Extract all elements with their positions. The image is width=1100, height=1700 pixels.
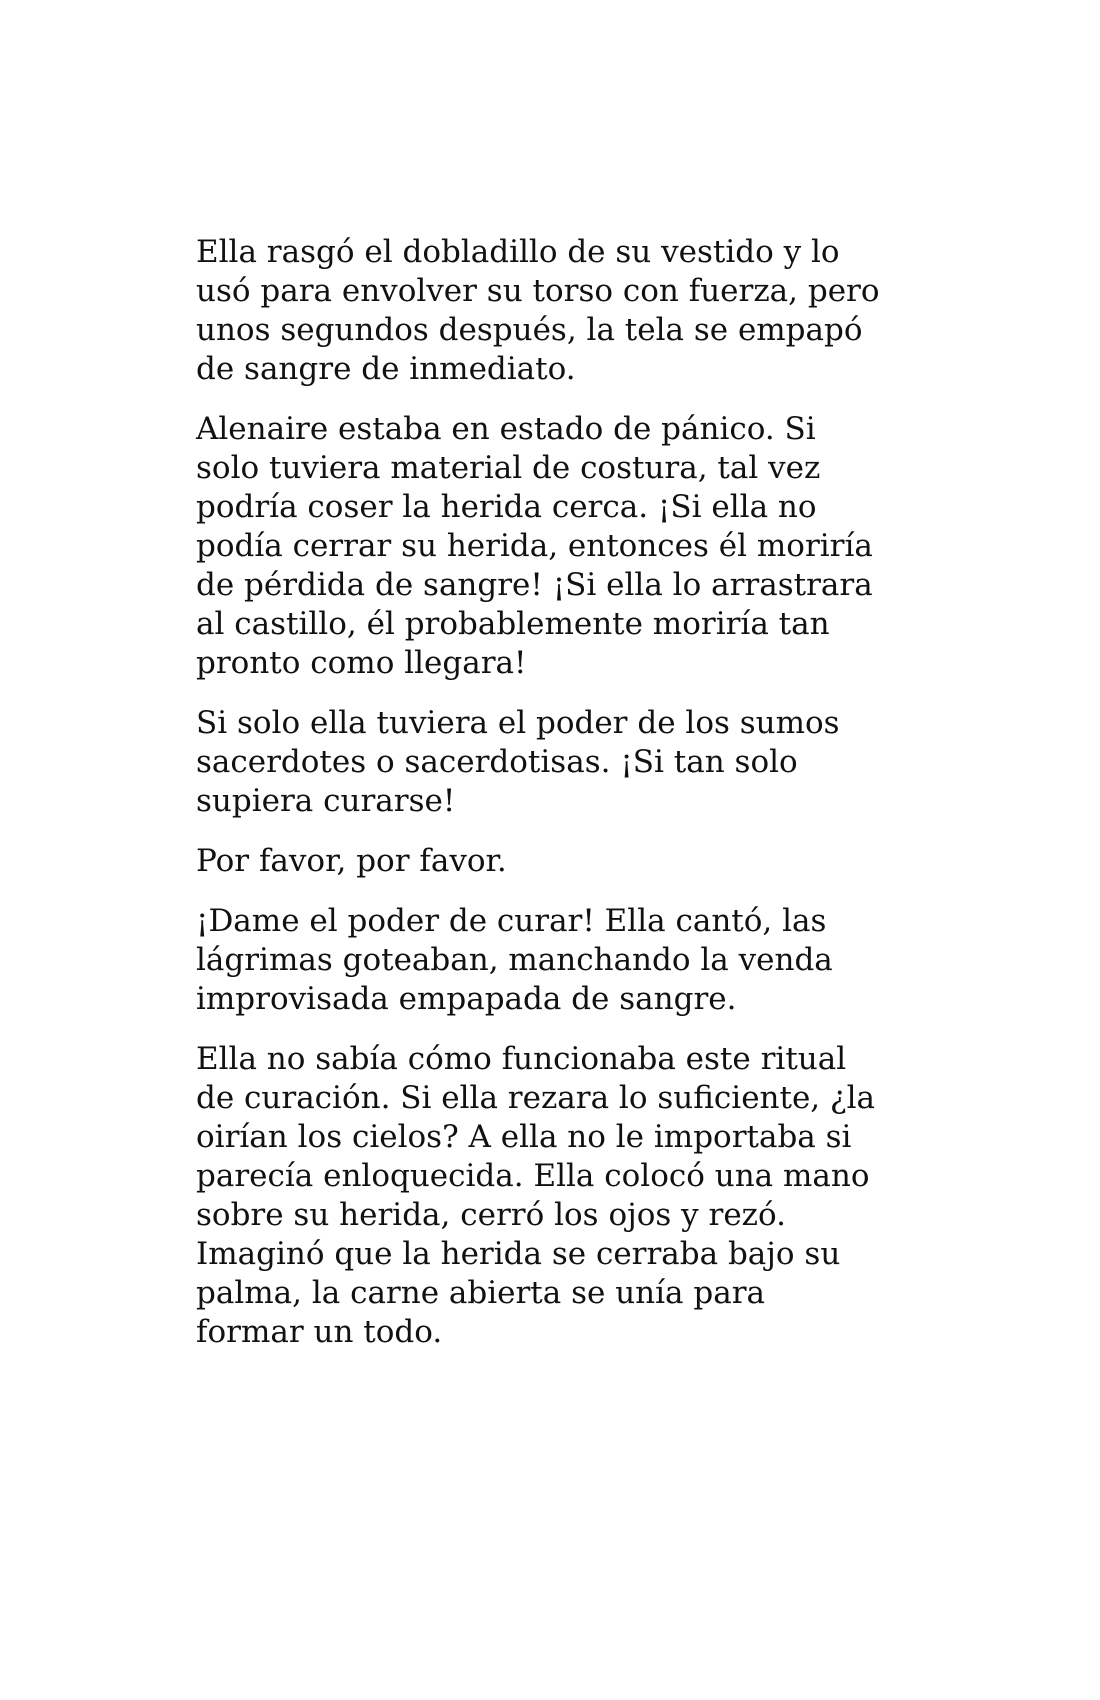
paragraph-4 xyxy=(196,842,916,881)
text-line: oirían los cielos? A ella no le importaba si xyxy=(196,1119,852,1155)
text-line: ¡Dame el poder de curar! Ella cantó, las xyxy=(196,903,827,939)
text-line: de curación. Si ella rezara lo suficiente, ¿la xyxy=(196,1080,876,1116)
body-text xyxy=(196,233,916,1373)
text-line: improvisada empapada de sangre. xyxy=(196,981,737,1017)
text-line: lágrimas goteaban, manchando la venda xyxy=(196,942,833,978)
text-line: Alenaire estaba en estado de pánico. Si xyxy=(196,411,816,447)
paragraph-5 xyxy=(196,902,916,1019)
paragraph-2 xyxy=(196,410,916,683)
text-line: Si solo ella tuviera el poder de los sumos xyxy=(196,705,840,741)
text-line: de sangre de inmediato. xyxy=(196,351,576,387)
paragraph-3 xyxy=(196,704,916,821)
text-line: unos segundos después, la tela se empapó xyxy=(196,312,863,348)
text-line: Imaginó que la herida se cerraba bajo su xyxy=(196,1236,841,1272)
text-line: parecía enloquecida. Ella colocó una mano xyxy=(196,1158,870,1194)
text-line: de pérdida de sangre! ¡Si ella lo arrastrara xyxy=(196,567,873,603)
text-line: Por favor, por favor. xyxy=(196,843,507,879)
text-line: Ella rasgó el dobladillo de su vestido y lo xyxy=(196,234,840,270)
text-line: sacerdotes o sacerdotisas. ¡Si tan solo xyxy=(196,744,798,780)
text-line: podría coser la herida cerca. ¡Si ella no xyxy=(196,489,817,525)
text-line: palma, la carne abierta se unía para xyxy=(196,1275,766,1311)
text-line: podía cerrar su herida, entonces él moriría xyxy=(196,528,873,564)
text-line: solo tuviera material de costura, tal vez xyxy=(196,450,821,486)
text-line: sobre su herida, cerró los ojos y rezó. xyxy=(196,1197,786,1233)
text-line: usó para envolver su torso con fuerza, pero xyxy=(196,273,880,309)
text-line: supiera curarse! xyxy=(196,783,456,819)
text-line: al castillo, él probablemente moriría tan xyxy=(196,606,830,642)
paragraph-1 xyxy=(196,233,916,389)
text-line: Ella no sabía cómo funcionaba este ritual xyxy=(196,1041,847,1077)
text-line: formar un todo. xyxy=(196,1314,443,1350)
text-line: pronto como llegara! xyxy=(196,645,527,681)
paragraph-6 xyxy=(196,1040,916,1352)
